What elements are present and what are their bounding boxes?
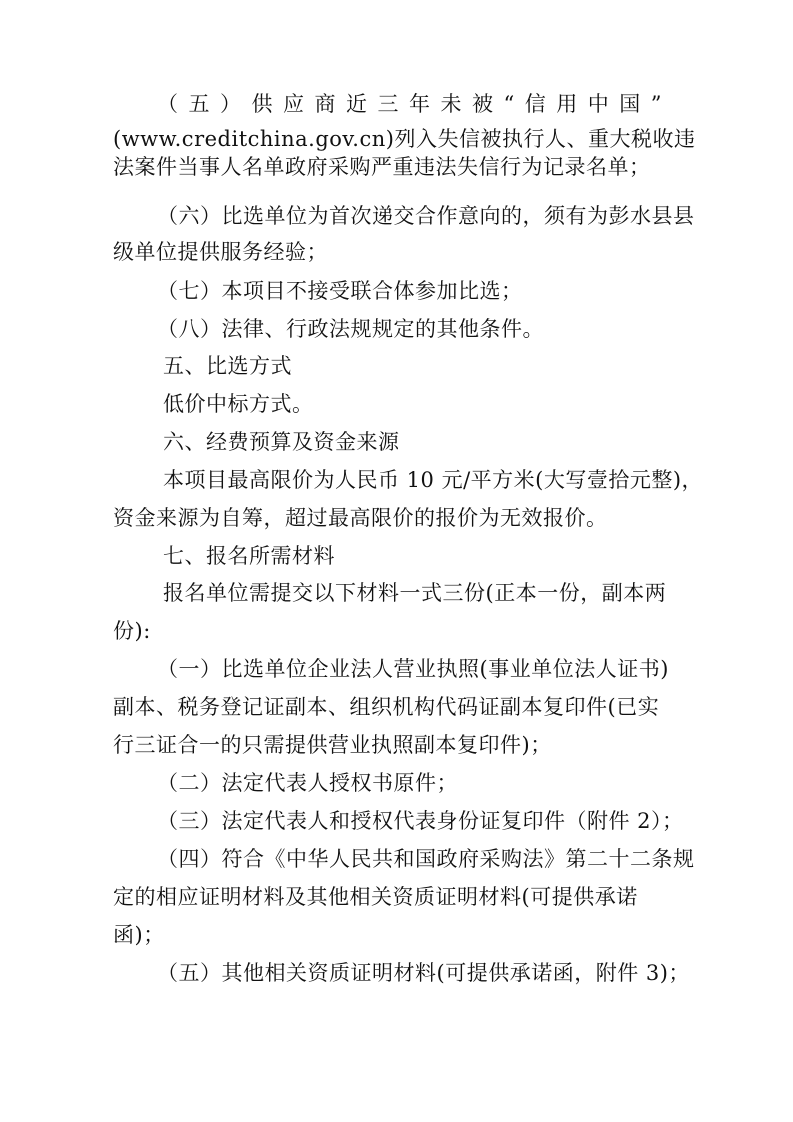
paragraph-material-id-copies: （三）法定代表人和授权代表身份证复印件（附件 2）； bbox=[157, 809, 684, 833]
text-line: 资金来源为自筹，超过最高限价的报价为无效报价。 bbox=[113, 506, 608, 530]
paragraph-other-conditions: （八）法律、行政法规规定的其他条件。 bbox=[157, 317, 544, 341]
text-line: （四）符合《中华人民共和国政府采购法》第二十二条规 bbox=[157, 847, 695, 871]
text-line: 行三证合一的只需提供营业执照副本复印件)； bbox=[113, 733, 552, 757]
text-line: 法案件当事人名单政府采购严重违法失信行为记录名单； bbox=[113, 155, 651, 179]
section-heading-materials: 七、报名所需材料 bbox=[163, 544, 335, 568]
text-line: 副本、税务登记证副本、组织机构代码证副本复印件(已实 bbox=[113, 695, 660, 719]
paragraph-material-authorization: （二）法定代表人授权书原件； bbox=[157, 771, 458, 795]
text-line: （五）供应商近三年未被“信用中国” bbox=[157, 92, 672, 116]
paragraph-material-other: （五）其他相关资质证明材料(可提供承诺函，附件 3)； bbox=[157, 961, 690, 985]
section-heading-budget: 六、经费预算及资金来源 bbox=[163, 430, 400, 454]
section-heading-selection-method: 五、比选方式 bbox=[163, 354, 292, 378]
text-line: 本项目最高限价为人民币 10 元/平方米(大写壹拾元整)， bbox=[163, 468, 704, 492]
text-line: (www.creditchina.gov.cn)列入失信被执行人、重大税收违 bbox=[113, 127, 696, 151]
text-line: 份): bbox=[113, 619, 151, 643]
paragraph-no-consortium: （七）本项目不接受联合体参加比选； bbox=[157, 279, 523, 303]
text-line: 定的相应证明材料及其他相关资质证明材料(可提供承诺 bbox=[113, 885, 638, 909]
paragraph-selection-method: 低价中标方式。 bbox=[163, 392, 314, 416]
text-line: 函)； bbox=[113, 923, 165, 947]
text-line: 级单位提供服务经验； bbox=[113, 240, 328, 264]
text-line: （六）比选单位为首次递交合作意向的，须有为彭水县县 bbox=[157, 204, 695, 228]
text-line: （一）比选单位企业法人营业执照(事业单位法人证书) bbox=[157, 657, 669, 681]
text-line: 报名单位需提交以下材料一式三份(正本一份，副本两 bbox=[163, 581, 667, 605]
